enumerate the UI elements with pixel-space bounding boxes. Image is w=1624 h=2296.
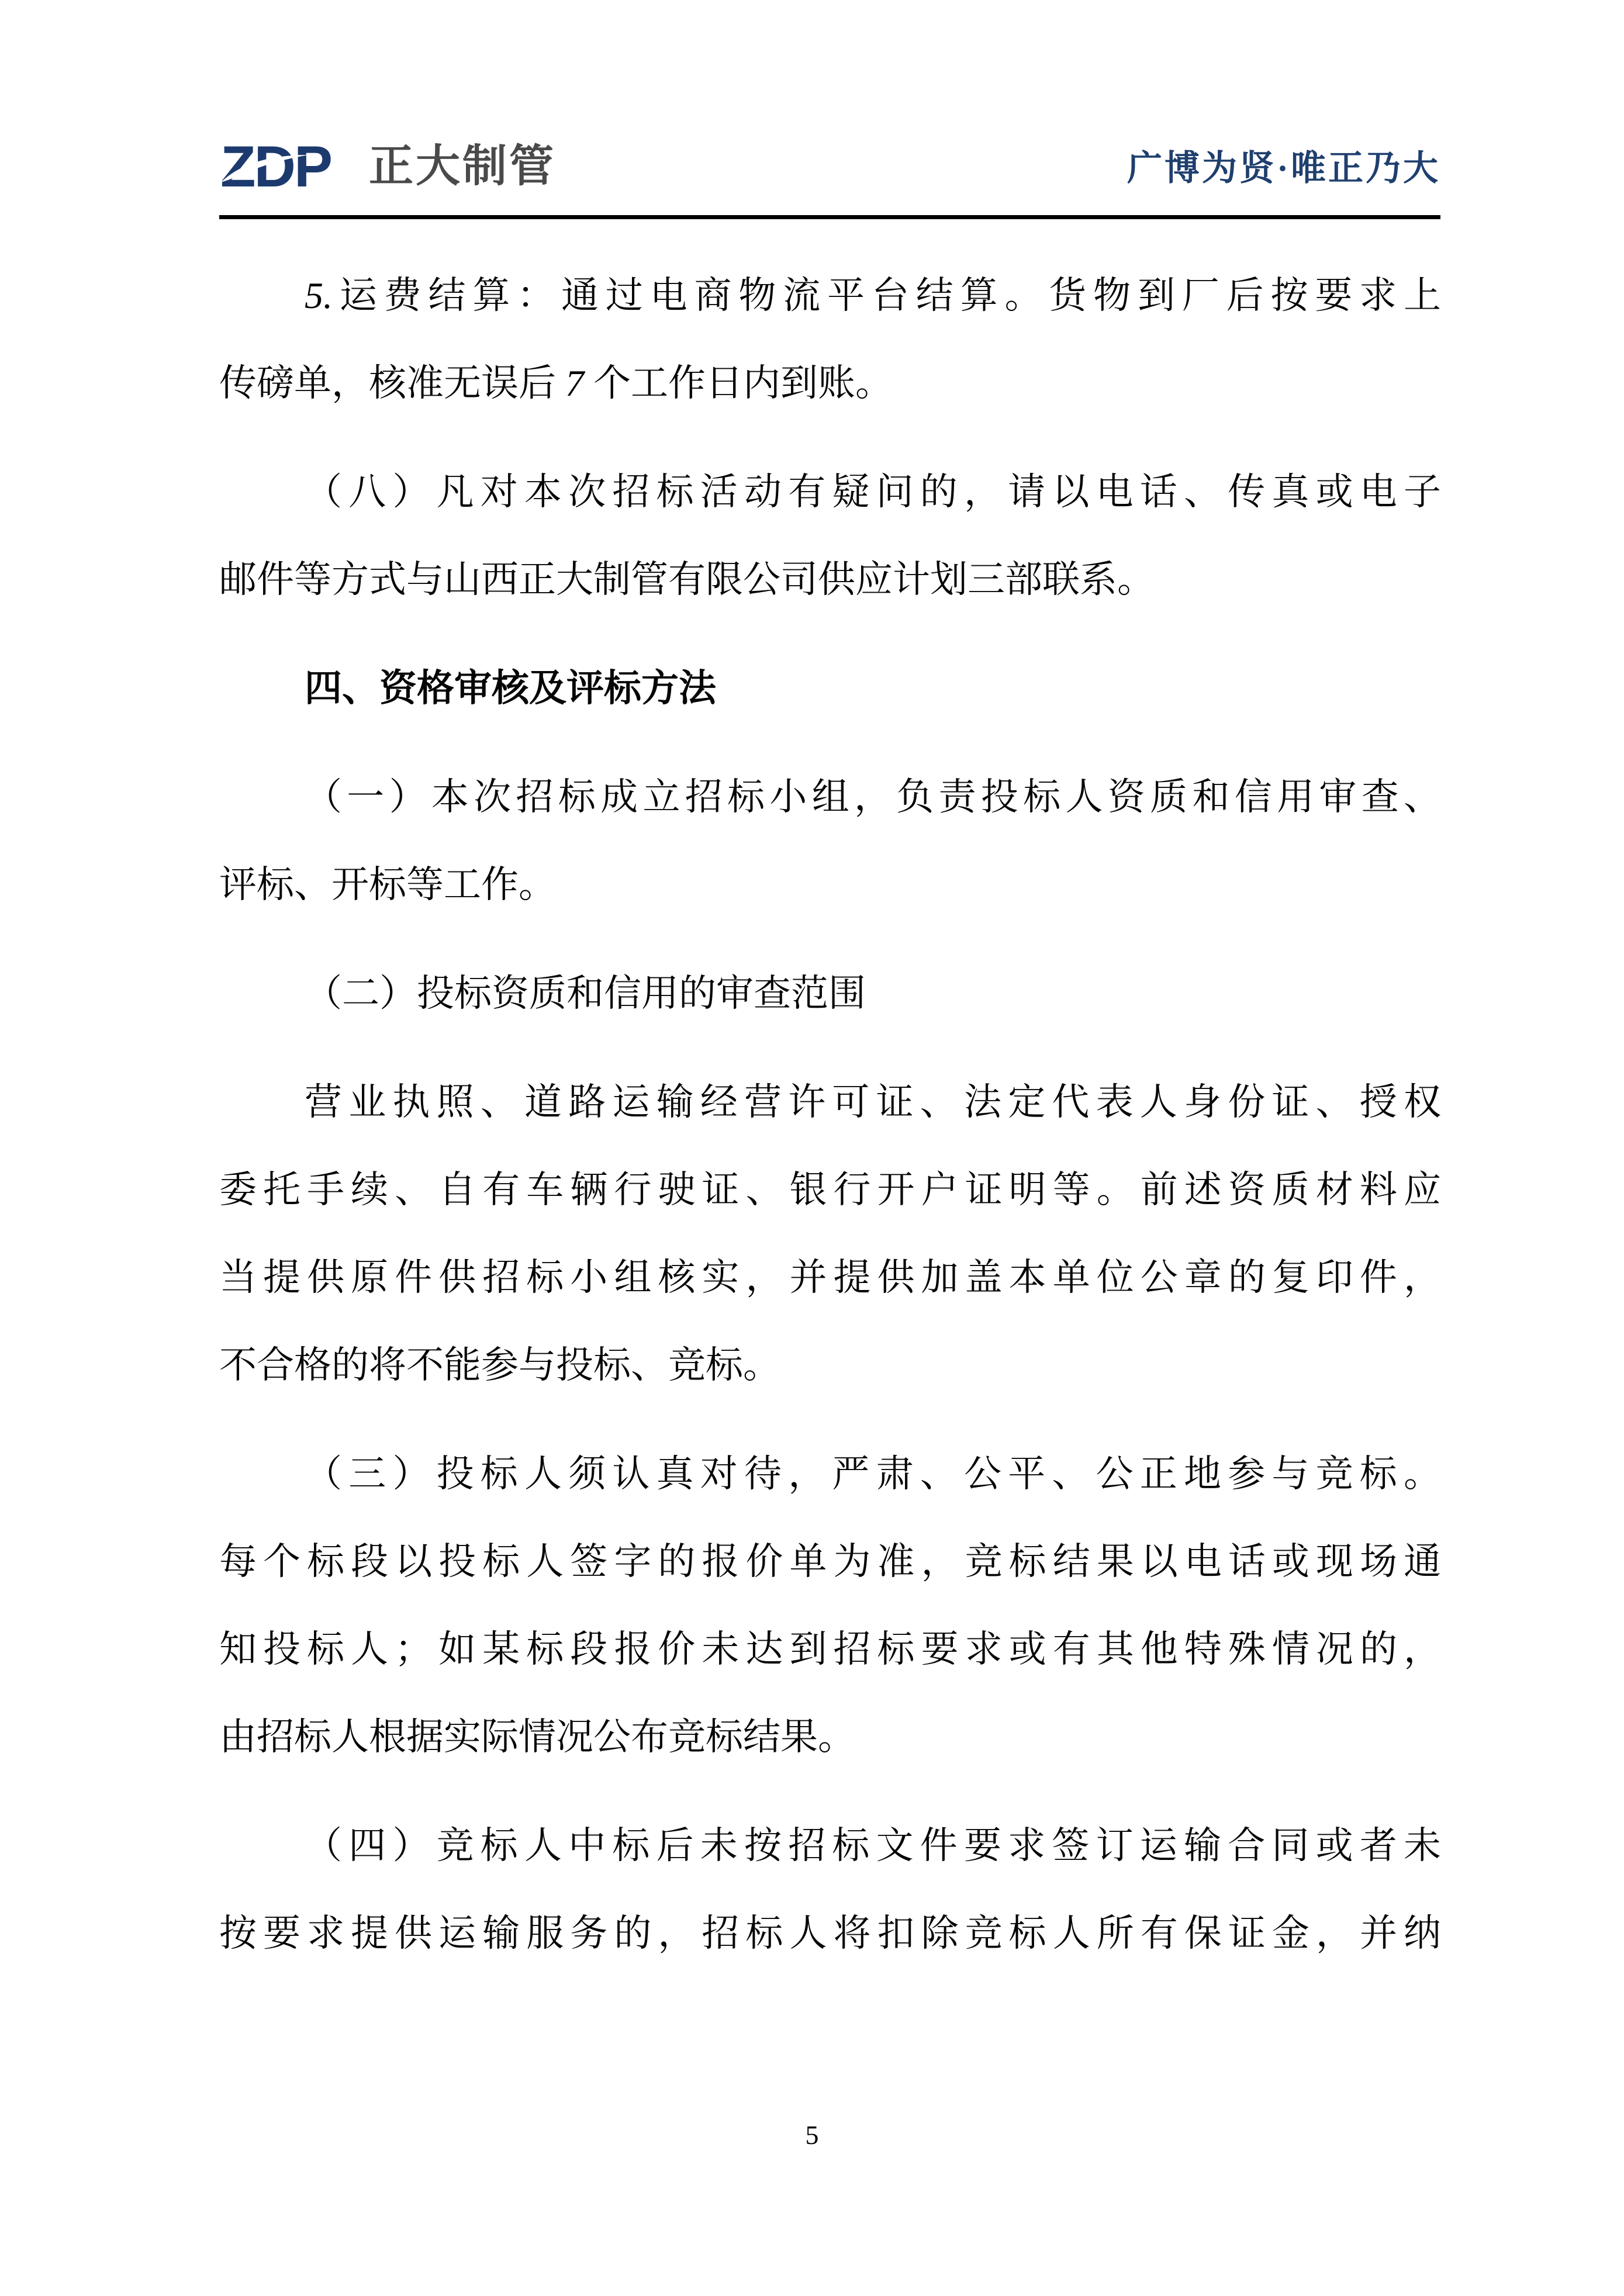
text-line: （三）投标人须认真对待，严肃、公平、公正地参与竞标。 bbox=[305, 1453, 1441, 1495]
paragraph-qualification-scope bbox=[219, 1059, 1441, 1409]
text-line: 每个标段以投标人签字的报价单为准，竞标结果以电话或现场通 bbox=[219, 1541, 1441, 1582]
company-name: 正大制管 bbox=[369, 141, 556, 191]
paragraph-contact-note bbox=[219, 448, 1441, 624]
text-line: 由招标人根据实际情况公布竞标结果。 bbox=[219, 1716, 855, 1758]
text-line: 委托手续、自有车辆行驶证、银行开户证明等。前述资质材料应 bbox=[219, 1169, 1441, 1211]
document-body bbox=[0, 219, 1624, 1977]
paragraph-item-2 bbox=[219, 950, 1441, 1038]
company-slogan: 广博为贤·唯正乃大 bbox=[1127, 149, 1440, 188]
text-line: 不合格的将不能参与投标、竞标。 bbox=[219, 1344, 780, 1386]
logo-letters: ZDP bbox=[220, 140, 331, 193]
section-heading bbox=[219, 645, 1441, 732]
text-line: 知投标人；如某标段报价未达到招标要求或有其他特殊情况的， bbox=[219, 1628, 1441, 1670]
text-line: （二）投标资质和信用的审查范围 bbox=[305, 973, 866, 1014]
text-line: （八）凡对本次招标活动有疑问的，请以电话、传真或电子 bbox=[305, 471, 1441, 513]
text-line: 按要求提供运输服务的，招标人将扣除竞标人所有保证金，并纳 bbox=[219, 1913, 1441, 1954]
text-line: （一）本次招标成立招标小组，负责投标人资质和信用审查、 bbox=[305, 776, 1441, 818]
text-line: 邮件等方式与山西正大制管有限公司供应计划三部联系。 bbox=[219, 559, 1155, 600]
text-line: 当提供原件供招标小组核实，并提供加盖本单位公章的复印件， bbox=[219, 1257, 1441, 1298]
paragraph-item-4 bbox=[219, 1802, 1441, 1977]
text-line: 评标、开标等工作。 bbox=[219, 864, 556, 905]
zdp-logo-icon bbox=[219, 140, 355, 193]
page-footer bbox=[0, 2122, 1624, 2149]
page-number: 5 bbox=[805, 2120, 819, 2150]
text-line: 5.运费结算：通过电商物流平台结算。货物到厂后按要求上 bbox=[305, 275, 1441, 316]
header-divider bbox=[219, 215, 1440, 219]
heading-line: 四、资格审核及评标方法 bbox=[305, 668, 716, 709]
text-line: 营业执照、道路运输经营许可证、法定代表人身份证、授权 bbox=[305, 1081, 1441, 1123]
page-header bbox=[0, 0, 1624, 193]
paragraph-item-1 bbox=[219, 753, 1441, 929]
paragraph-item-3 bbox=[219, 1430, 1441, 1781]
paragraph-freight-settlement bbox=[219, 252, 1441, 427]
company-logo bbox=[219, 140, 556, 193]
text-line: 传磅单，核准无误后 7 个工作日内到账。 bbox=[219, 362, 893, 404]
text-line: （四）竞标人中标后未按招标文件要求签订运输合同或者未 bbox=[305, 1825, 1441, 1866]
